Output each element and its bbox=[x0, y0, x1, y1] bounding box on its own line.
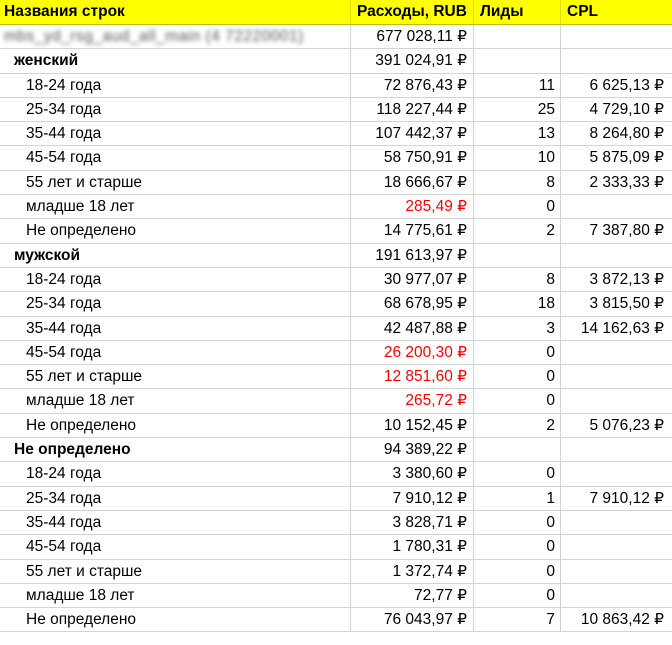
cpl-cell[interactable]: 2 333,33 ₽ bbox=[589, 173, 664, 191]
leads-cell[interactable]: 25 bbox=[474, 98, 561, 121]
row-label[interactable]: 18-24 года bbox=[26, 270, 102, 288]
leads-cell[interactable]: 0 bbox=[474, 341, 561, 364]
row-label[interactable]: 25-34 года bbox=[26, 100, 102, 118]
leads-cell[interactable]: 13 bbox=[474, 122, 561, 145]
table-row bbox=[0, 171, 672, 195]
cpl-cell[interactable]: 14 162,63 ₽ bbox=[580, 319, 664, 337]
row-label[interactable]: 18-24 года bbox=[26, 76, 102, 94]
row-label[interactable]: 45-54 года bbox=[26, 149, 102, 167]
cpl-cell[interactable]: 4 729,10 ₽ bbox=[589, 100, 664, 118]
table-row bbox=[0, 462, 672, 486]
row-label[interactable]: Не определено bbox=[26, 222, 137, 240]
table-row bbox=[0, 268, 672, 292]
header-leads[interactable]: Лиды bbox=[474, 0, 561, 24]
spend-cell[interactable]: 12 851,60 ₽ bbox=[350, 365, 474, 388]
leads-cell[interactable]: 0 bbox=[474, 535, 561, 558]
spend-cell[interactable]: 3 380,60 ₽ bbox=[350, 462, 474, 485]
cpl-cell[interactable] bbox=[561, 25, 672, 48]
table-row bbox=[0, 414, 672, 438]
spend-cell[interactable]: 265,72 ₽ bbox=[350, 389, 474, 412]
header-row-labels[interactable]: Названия строк bbox=[4, 3, 125, 20]
leads-cell[interactable]: 2 bbox=[474, 414, 561, 437]
cpl-cell[interactable] bbox=[561, 560, 672, 583]
table-row bbox=[0, 584, 672, 608]
table-row bbox=[0, 219, 672, 243]
table-row bbox=[0, 560, 672, 584]
table-row bbox=[0, 341, 672, 365]
leads-cell[interactable]: 11 bbox=[474, 74, 561, 97]
cpl-cell[interactable] bbox=[561, 244, 672, 267]
spend-cell[interactable]: 391 024,91 ₽ bbox=[350, 49, 474, 72]
leads-cell[interactable]: 7 bbox=[474, 608, 561, 631]
spend-cell[interactable]: 26 200,30 ₽ bbox=[350, 341, 474, 364]
row-label[interactable]: младше 18 лет bbox=[26, 392, 135, 410]
table-row bbox=[0, 146, 672, 170]
leads-cell[interactable]: 8 bbox=[474, 171, 561, 194]
spend-cell[interactable]: 14 775,61 ₽ bbox=[350, 219, 474, 242]
spend-cell[interactable]: 94 389,22 ₽ bbox=[350, 438, 474, 461]
spend-cell[interactable]: 191 613,97 ₽ bbox=[350, 244, 474, 267]
leads-cell[interactable] bbox=[474, 25, 561, 48]
spend-cell[interactable]: 118 227,44 ₽ bbox=[350, 98, 474, 121]
spend-cell[interactable]: 72 876,43 ₽ bbox=[350, 74, 474, 97]
row-label[interactable]: 55 лет и старше bbox=[26, 173, 143, 191]
spend-cell[interactable]: 42 487,88 ₽ bbox=[350, 317, 474, 340]
table-row bbox=[0, 292, 672, 316]
cpl-cell[interactable]: 5 875,09 ₽ bbox=[589, 149, 664, 167]
table-row bbox=[0, 438, 672, 462]
cpl-cell[interactable] bbox=[561, 389, 672, 412]
cpl-cell[interactable]: 8 264,80 ₽ bbox=[589, 125, 664, 143]
spend-cell[interactable]: 68 678,95 ₽ bbox=[350, 292, 474, 315]
leads-cell[interactable] bbox=[474, 49, 561, 72]
cpl-cell[interactable] bbox=[561, 535, 672, 558]
spend-cell[interactable]: 58 750,91 ₽ bbox=[350, 146, 474, 169]
cpl-cell[interactable] bbox=[561, 511, 672, 534]
row-label[interactable]: 35-44 года bbox=[26, 125, 102, 143]
row-label[interactable]: 35-44 года bbox=[26, 319, 102, 337]
cpl-cell[interactable] bbox=[561, 438, 672, 461]
row-label[interactable]: 45-54 года bbox=[26, 538, 102, 556]
spend-cell[interactable]: 76 043,97 ₽ bbox=[350, 608, 474, 631]
spend-cell[interactable]: 1 780,31 ₽ bbox=[350, 535, 474, 558]
leads-cell[interactable]: 18 bbox=[474, 292, 561, 315]
row-label[interactable]: 45-54 года bbox=[26, 343, 102, 361]
spend-cell[interactable]: 3 828,71 ₽ bbox=[350, 511, 474, 534]
table-row bbox=[0, 511, 672, 535]
leads-cell[interactable]: 2 bbox=[474, 219, 561, 242]
spend-cell[interactable]: 10 152,45 ₽ bbox=[350, 414, 474, 437]
leads-cell[interactable] bbox=[474, 438, 561, 461]
leads-cell[interactable]: 0 bbox=[474, 365, 561, 388]
table-row bbox=[0, 49, 672, 73]
spend-cell[interactable]: 107 442,37 ₽ bbox=[350, 122, 474, 145]
header-row bbox=[0, 0, 672, 25]
table-row bbox=[0, 535, 672, 559]
cpl-cell[interactable]: 7 387,80 ₽ bbox=[589, 222, 664, 240]
cpl-cell[interactable]: 5 076,23 ₽ bbox=[589, 416, 664, 434]
leads-cell[interactable]: 0 bbox=[474, 511, 561, 534]
cpl-cell[interactable]: 10 863,42 ₽ bbox=[580, 611, 664, 629]
row-label[interactable]: Не определено bbox=[26, 611, 137, 629]
spend-cell[interactable]: 72,77 ₽ bbox=[350, 584, 474, 607]
leads-cell[interactable]: 1 bbox=[474, 487, 561, 510]
cpl-cell[interactable] bbox=[561, 462, 672, 485]
row-label[interactable]: 35-44 года bbox=[26, 513, 102, 531]
spend-cell[interactable]: 18 666,67 ₽ bbox=[350, 171, 474, 194]
table-row bbox=[0, 487, 672, 511]
spend-cell[interactable]: 7 910,12 ₽ bbox=[350, 487, 474, 510]
cpl-cell[interactable]: 6 625,13 ₽ bbox=[589, 76, 664, 94]
cpl-cell[interactable] bbox=[561, 195, 672, 218]
leads-cell[interactable] bbox=[474, 244, 561, 267]
spend-cell[interactable]: 677 028,11 ₽ bbox=[350, 25, 474, 48]
table-row bbox=[0, 608, 672, 632]
cpl-cell[interactable] bbox=[561, 584, 672, 607]
table-row bbox=[0, 74, 672, 98]
spend-cell[interactable]: 1 372,74 ₽ bbox=[350, 560, 474, 583]
cpl-cell[interactable]: 7 910,12 ₽ bbox=[589, 489, 664, 507]
row-label[interactable]: 25-34 года bbox=[26, 295, 102, 313]
spend-cell[interactable]: 285,49 ₽ bbox=[350, 195, 474, 218]
row-label[interactable]: mbs_yd_rsg_aud_all_main (4 72220001) bbox=[4, 28, 304, 45]
table-row bbox=[0, 195, 672, 219]
leads-cell[interactable]: 10 bbox=[474, 146, 561, 169]
table-row bbox=[0, 389, 672, 413]
cpl-cell[interactable]: 3 872,13 ₽ bbox=[589, 270, 664, 288]
leads-cell[interactable]: 3 bbox=[474, 317, 561, 340]
leads-cell[interactable]: 8 bbox=[474, 268, 561, 291]
header-cpl[interactable]: CPL bbox=[567, 3, 598, 20]
cpl-cell[interactable] bbox=[561, 49, 672, 72]
row-label[interactable]: женский bbox=[14, 52, 79, 70]
leads-cell[interactable]: 0 bbox=[474, 560, 561, 583]
row-label[interactable]: младше 18 лет bbox=[26, 198, 135, 216]
row-label[interactable]: младше 18 лет bbox=[26, 586, 135, 604]
row-label[interactable]: Не определено bbox=[14, 441, 131, 459]
leads-cell[interactable]: 0 bbox=[474, 195, 561, 218]
row-label[interactable]: 25-34 года bbox=[26, 489, 102, 507]
table-row bbox=[0, 244, 672, 268]
header-spend[interactable]: Расходы, RUB bbox=[350, 0, 474, 24]
leads-cell[interactable]: 0 bbox=[474, 462, 561, 485]
spend-cell[interactable]: 30 977,07 ₽ bbox=[350, 268, 474, 291]
leads-cell[interactable]: 0 bbox=[474, 584, 561, 607]
cpl-cell[interactable]: 3 815,50 ₽ bbox=[589, 295, 664, 313]
table-row bbox=[0, 317, 672, 341]
table-row bbox=[0, 98, 672, 122]
table-body bbox=[0, 25, 672, 632]
row-label[interactable]: 55 лет и старше bbox=[26, 562, 143, 580]
table-row bbox=[0, 25, 672, 49]
row-label[interactable]: мужской bbox=[14, 246, 81, 264]
row-label[interactable]: 18-24 года bbox=[26, 465, 102, 483]
row-label[interactable]: 55 лет и старше bbox=[26, 368, 143, 386]
table-row bbox=[0, 122, 672, 146]
leads-cell[interactable]: 0 bbox=[474, 389, 561, 412]
cpl-cell[interactable] bbox=[561, 341, 672, 364]
cpl-cell[interactable] bbox=[561, 365, 672, 388]
row-label[interactable]: Не определено bbox=[26, 416, 137, 434]
table-row bbox=[0, 365, 672, 389]
